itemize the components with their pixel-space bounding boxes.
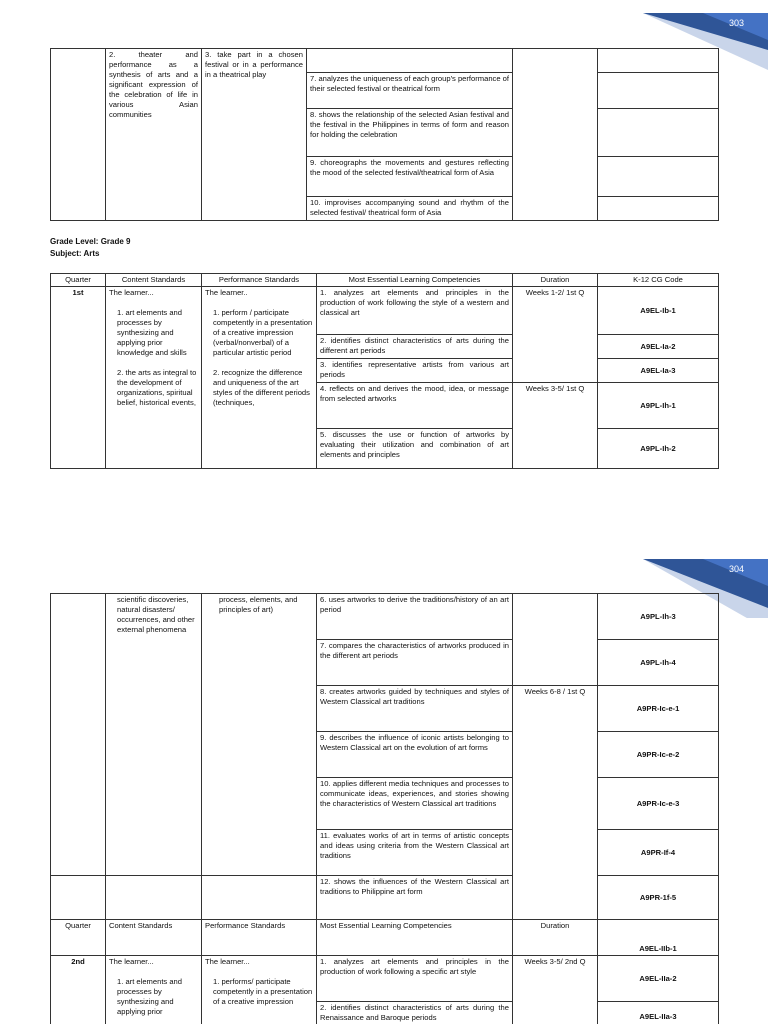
mel-cell (307, 49, 513, 73)
mel-cell: 6. uses artworks to derive the traditions/history of an art period (317, 594, 513, 640)
header-mel-competencies: Most Essential Learning Competencies (317, 920, 513, 956)
mel-cell: 10. improvises accompanying sound and rhythm of the selected festival/ theatrical form of Asia (307, 197, 513, 221)
content-standard-cell (106, 594, 202, 876)
duration-cell: Weeks 3-5/ 2nd Q (513, 956, 598, 1024)
continuation-table (50, 593, 719, 1024)
mel-cell: 7. analyzes the uniqueness of each group's performance of their selected festival or theatrical form (307, 73, 513, 109)
mel-cell: 2. identifies distinct characteristics of arts during the Renaissance and Baroque periods (317, 1002, 513, 1024)
code-cell: A9PL-Ih-4 (598, 640, 719, 686)
header-content-standards: Content Standards (106, 274, 202, 287)
mel-cell: 7. compares the characteristics of artworks produced in the different art periods (317, 640, 513, 686)
code-cell (598, 197, 719, 221)
header-duration: Duration (513, 274, 598, 287)
page-304 (0, 548, 768, 1024)
content-standard-cell (106, 876, 202, 920)
mel-cell: 8. shows the relationship of the selected Asian festival and the festival in the Philippines in terms of form and reason for holding the celebration (307, 109, 513, 157)
header-performance-standards: Performance Standards (202, 920, 317, 956)
content-item: scientific discoveries, natural disasters/ occurrences, and other external phenomena (117, 595, 195, 634)
code-cell (598, 73, 719, 109)
quarter-cell (51, 594, 106, 876)
quarter-value: 2nd (51, 956, 106, 1024)
mel-cell: 3. identifies representative artists from various art periods (317, 359, 513, 383)
header-performance-standards: Performance Standards (202, 274, 317, 287)
code-cell: A9EL-Ib-1 (598, 287, 719, 335)
code-cell: A9EL-IIa-3 (598, 1002, 719, 1024)
mel-cell: 9. choreographs the movements and gestures reflecting the mood of the selected festival/theatrical form of Asia (307, 157, 513, 197)
code-cell: A9PR-Ic-e-3 (598, 778, 719, 830)
mel-cell: 5. discusses the use or function of artworks by evaluating their utilization and combination of art elements and principles (317, 429, 513, 469)
page-number: 304 (728, 564, 744, 574)
performance-standard-cell: 3. take part in a chosen festival or in a performance in a theatrical play (202, 49, 307, 221)
page-number: 303 (728, 18, 744, 28)
mel-cell: 12. shows the influences of the Western Classical art traditions to Philippine art form (317, 876, 513, 920)
mel-cell: 4. reflects on and derives the mood, idea, or message from selected artworks (317, 383, 513, 429)
performance-standard-cell (202, 956, 317, 1024)
mel-cell: 10. applies different media techniques and processes to communicate ideas, experiences, and stories showing the characteristics of Western Classical art traditions (317, 778, 513, 830)
quarter-cell (51, 876, 106, 920)
header-quarter: Quarter (51, 920, 106, 956)
header-mel-competencies: Most Essential Learning Competencies (317, 274, 513, 287)
mel-cell: 1. analyzes art elements and principles in the production of work following a specific art style (317, 956, 513, 1002)
content-item: 1. art elements and processes by synthesizing and applying prior (117, 977, 183, 1016)
code-cell: A9PL-Ih-3 (598, 594, 719, 640)
performance-standard-cell (202, 876, 317, 920)
duration-cell: Weeks 1-2/ 1st Q (513, 287, 598, 383)
content-standard-cell (106, 956, 202, 1024)
code-cell (598, 157, 719, 197)
performance-standard-cell (202, 594, 317, 876)
mel-cell: 1. analyzes art elements and principles in the production of work following the style of a western and classical art (317, 287, 513, 335)
performance-standard-cell (202, 287, 317, 469)
header-duration: Duration (513, 920, 598, 956)
quarter-cell (51, 49, 106, 221)
content-standard-cell (106, 287, 202, 469)
header-quarter: Quarter (51, 274, 106, 287)
performance-item: 1. performs/ participate competently in a presentation of a creative impression (213, 977, 313, 1006)
performance-intro: The learner... (205, 957, 250, 966)
code-cell: A9EL-Ia-2 (598, 335, 719, 359)
performance-item: process, elements, and principles of art) (219, 595, 298, 614)
mel-cell: 2. identifies distinct characteristics of arts during the different art periods (317, 335, 513, 359)
mel-cell: 11. evaluates works of art in terms of artistic concepts and ideas using criteria from the Western Classical art traditions (317, 830, 513, 876)
code-cell: A9EL-Ia-3 (598, 359, 719, 383)
mel-cell: 9. describes the influence of iconic artists belonging to Western Classical art on the evolution of art forms (317, 732, 513, 778)
content-item: 2. the arts as integral to the development of organizations, spiritual belief, historical events, (117, 368, 197, 407)
duration-cell: Weeks 6-8 / 1st Q (513, 686, 598, 920)
code-cell: A9EL-IIa-2 (598, 956, 719, 1002)
code-cell: A9PL-Ih-1 (598, 383, 719, 429)
mel-cell: 8. creates artworks guided by techniques and styles of Western Classical art traditions (317, 686, 513, 732)
code-cell: A9EL-IIb-1 (598, 920, 719, 956)
duration-cell (513, 594, 598, 686)
grade-level-label: Grade Level: Grade 9 (50, 237, 131, 246)
grade9-q1-table (50, 273, 719, 469)
content-item: 1. art elements and processes by synthesizing and applying prior knowledge and skills (117, 308, 187, 357)
continuation-table (50, 48, 719, 221)
code-cell: A9PR-1f-5 (598, 876, 719, 920)
performance-intro: The learner.. (205, 288, 248, 297)
header-content-standards: Content Standards (106, 920, 202, 956)
content-standard-cell: 2. theater and performance as a synthesis of arts and a significant expression of the celebration of life in various Asian communities (106, 49, 202, 221)
duration-cell (513, 49, 598, 221)
code-cell: A9PR-Ic-e-1 (598, 686, 719, 732)
content-intro: The learner... (109, 957, 154, 966)
code-cell: A9PL-Ih-2 (598, 429, 719, 469)
subject-label: Subject: Arts (50, 249, 100, 258)
code-cell (598, 109, 719, 157)
code-cell (598, 49, 719, 73)
header-cg-code: K-12 CG Code (598, 274, 719, 287)
content-intro: The learner... (109, 288, 154, 297)
quarter-value: 1st (51, 287, 106, 469)
code-cell: A9PR-Ic-e-2 (598, 732, 719, 778)
performance-item: 2. recognize the difference and uniqueness of the art styles of the different periods (techniques, (213, 368, 310, 407)
code-cell: A9PR-If-4 (598, 830, 719, 876)
performance-item: 1. perform / participate competently in a presentation of a creative impression (verbal/nonverbal) of a particular artistic period (213, 308, 313, 357)
duration-cell: Weeks 3-5/ 1st Q (513, 383, 598, 469)
